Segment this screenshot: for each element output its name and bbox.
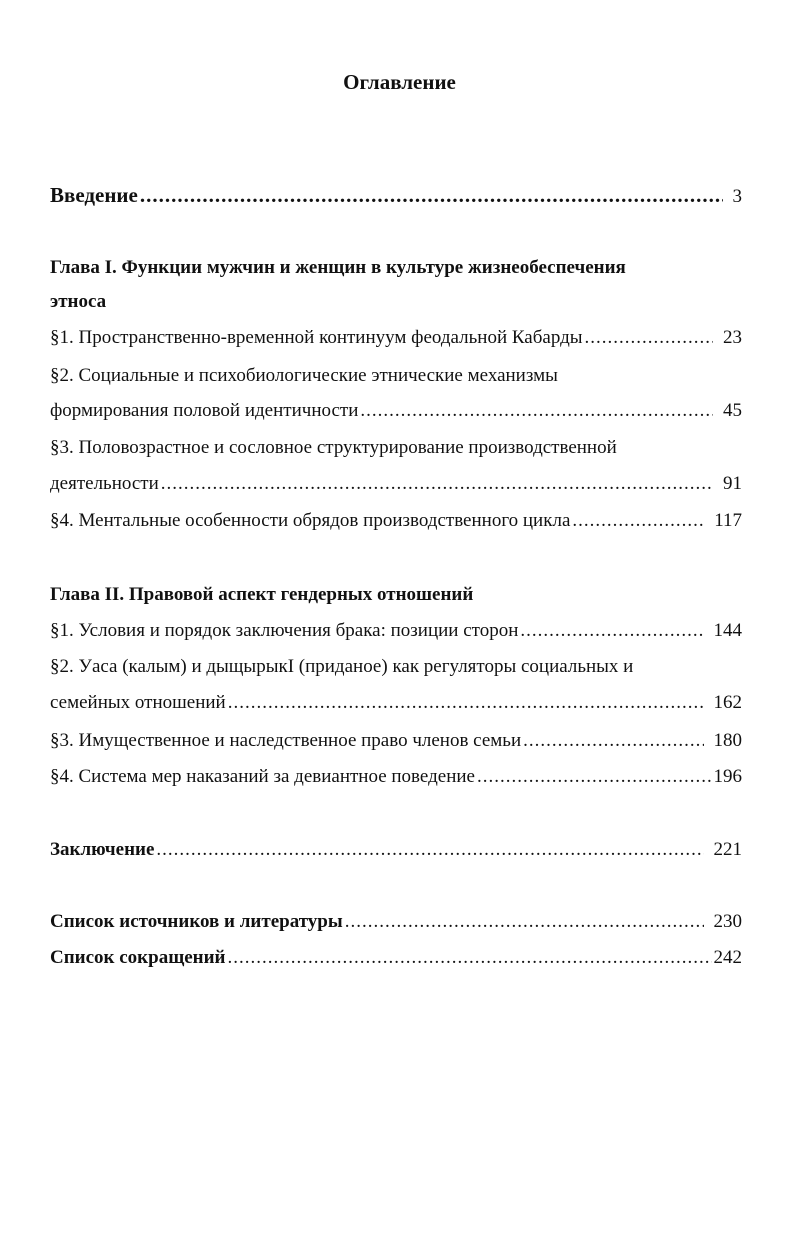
toc-entry-ch1-s2[interactable] [50,399,742,423]
toc-entry-label: Список источников и литературы [50,911,343,932]
leader-dots [477,765,712,789]
toc-entry-page: 196 [713,766,742,787]
toc-entry-ch1-s4[interactable] [50,509,742,533]
toc-entry-page: 221 [713,839,742,860]
chapter-2-heading: Глава II. Правовой аспект гендерных отношений [50,584,474,605]
toc-entry-ch2-s1[interactable] [50,619,742,643]
toc-entry-page: 117 [714,510,742,531]
page-title: Оглавление [343,70,456,94]
leader-dots [520,619,703,643]
toc-entry-ch1-s3[interactable] [50,472,742,496]
toc-entry-label: деятельности [50,473,159,494]
toc-entry-ch2-s2-line1: §2. Уаса (калым) и дыщырыкI (приданое) как регуляторы социальных и [50,656,634,677]
toc-entry-ch2-s3[interactable] [50,729,742,753]
leader-dots [228,691,704,715]
leader-dots [140,183,723,207]
toc-entry-page: 242 [713,947,742,968]
toc-entry-ch2-s4[interactable] [50,765,742,789]
toc-entry-page: 3 [732,186,742,207]
toc-entry-conclusion[interactable] [50,838,742,862]
toc-entry-page: 23 [723,327,742,348]
toc-entry-page: 144 [713,620,742,641]
leader-dots [572,509,704,533]
toc-entry-page: 180 [713,730,742,751]
toc-entry-label: §4. Ментальные особенности обрядов производственного цикла [50,510,571,531]
leader-dots [360,399,713,423]
toc-entry-label: §1. Пространственно-временной континуум феодальной Кабарды [50,327,583,348]
toc-entry-ch1-s2-line1: §2. Социальные и психобиологические этнические механизмы [50,365,558,386]
toc-entry-label: §4. Система мер наказаний за девиантное поведение [50,766,475,787]
toc-entry-label: §1. Условия и порядок заключения брака: позиции сторон [50,620,519,641]
toc-entry-ch2-s2[interactable] [50,691,742,715]
toc-entry-intro[interactable] [50,183,742,209]
toc-entry-page: 91 [723,473,742,494]
leader-dots [345,910,704,934]
toc-entry-label: §3. Имущественное и наследственное право членов семьи [50,730,522,751]
leader-dots [156,838,703,862]
toc-entry-page: 230 [713,911,742,932]
toc-entry-page: 45 [723,400,742,421]
toc-entry-ch1-s1[interactable] [50,326,742,350]
toc-entry-label: Введение [50,183,138,207]
leader-dots [161,472,713,496]
leader-dots [585,326,713,350]
toc-entry-ch1-s3-line1: §3. Половозрастное и сословное структурирование производственной [50,437,617,458]
toc-entry-label: формирования половой идентичности [50,400,359,421]
toc-entry-label: семейных отношений [50,692,226,713]
toc-entry-abbreviations[interactable] [50,946,742,970]
leader-dots [228,946,712,970]
toc-entry-sources[interactable] [50,910,742,934]
leader-dots [523,729,703,753]
chapter-1-heading-line2: этноса [50,291,107,312]
chapter-1-heading-line1: Глава I. Функции мужчин и женщин в культуре жизнеобеспечения [50,257,626,278]
toc-entry-label: Заключение [50,839,155,860]
toc-entry-label: Список сокращений [50,947,226,968]
toc-entry-page: 162 [713,692,742,713]
